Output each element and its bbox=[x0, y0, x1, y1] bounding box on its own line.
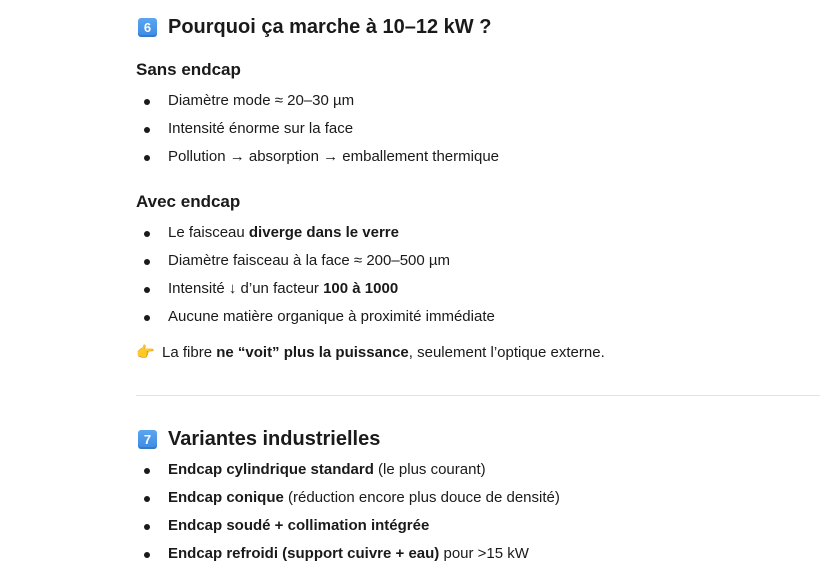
variantes-list bbox=[136, 456, 560, 568]
note-paragraph: 👉 La fibre ne “voit” plus la puissance , seulement l’optique externe. bbox=[136, 341, 605, 365]
list-item: Endcap cylindrique standard (le plus courant) bbox=[136, 456, 560, 484]
section-6-heading bbox=[136, 13, 491, 41]
bullet-icon bbox=[144, 155, 150, 161]
sans-endcap-heading: Sans endcap bbox=[136, 60, 241, 79]
section-6-title: Pourquoi ça marche à 10–12 kW ? bbox=[168, 15, 492, 38]
list-item: Diamètre faisceau à la face ≈ 200–500 µm bbox=[136, 247, 495, 275]
list-item: Endcap refroidi (support cuivre + eau) pour >15 kW bbox=[136, 540, 560, 568]
list-item: Intensité énorme sur la face bbox=[136, 115, 499, 143]
bullet-icon bbox=[144, 552, 150, 558]
list-item: Endcap soudé + collimation intégrée bbox=[136, 512, 560, 540]
list-item: Pollution → absorption → emballement thermique bbox=[136, 143, 499, 171]
list-item: Le faisceau diverge dans le verre bbox=[136, 219, 495, 247]
section-divider bbox=[136, 395, 820, 396]
keycap-6-icon: 6 bbox=[138, 18, 157, 37]
sans-endcap-list bbox=[136, 87, 499, 171]
bullet-icon bbox=[144, 315, 150, 321]
avec-endcap-list bbox=[136, 219, 495, 331]
bullet-icon bbox=[144, 496, 150, 502]
list-item: Intensité ↓ d’un facteur 100 à 1000 bbox=[136, 275, 495, 303]
keycap-7-icon: 7 bbox=[138, 430, 157, 449]
bullet-icon bbox=[144, 231, 150, 237]
avec-endcap-heading: Avec endcap bbox=[136, 192, 241, 211]
section-7-heading bbox=[136, 425, 380, 453]
section-7-title: Variantes industrielles bbox=[168, 427, 381, 450]
bullet-icon bbox=[144, 259, 150, 265]
list-item: Diamètre mode ≈ 20–30 µm bbox=[136, 87, 499, 115]
list-item: Aucune matière organique à proximité immédiate bbox=[136, 303, 495, 331]
bullet-icon bbox=[144, 287, 150, 293]
pointing-hand-icon: 👉 bbox=[136, 344, 155, 361]
bullet-icon bbox=[144, 127, 150, 133]
bullet-icon bbox=[144, 524, 150, 530]
bullet-icon bbox=[144, 99, 150, 105]
bullet-icon bbox=[144, 468, 150, 474]
list-item: Endcap conique (réduction encore plus douce de densité) bbox=[136, 484, 560, 512]
